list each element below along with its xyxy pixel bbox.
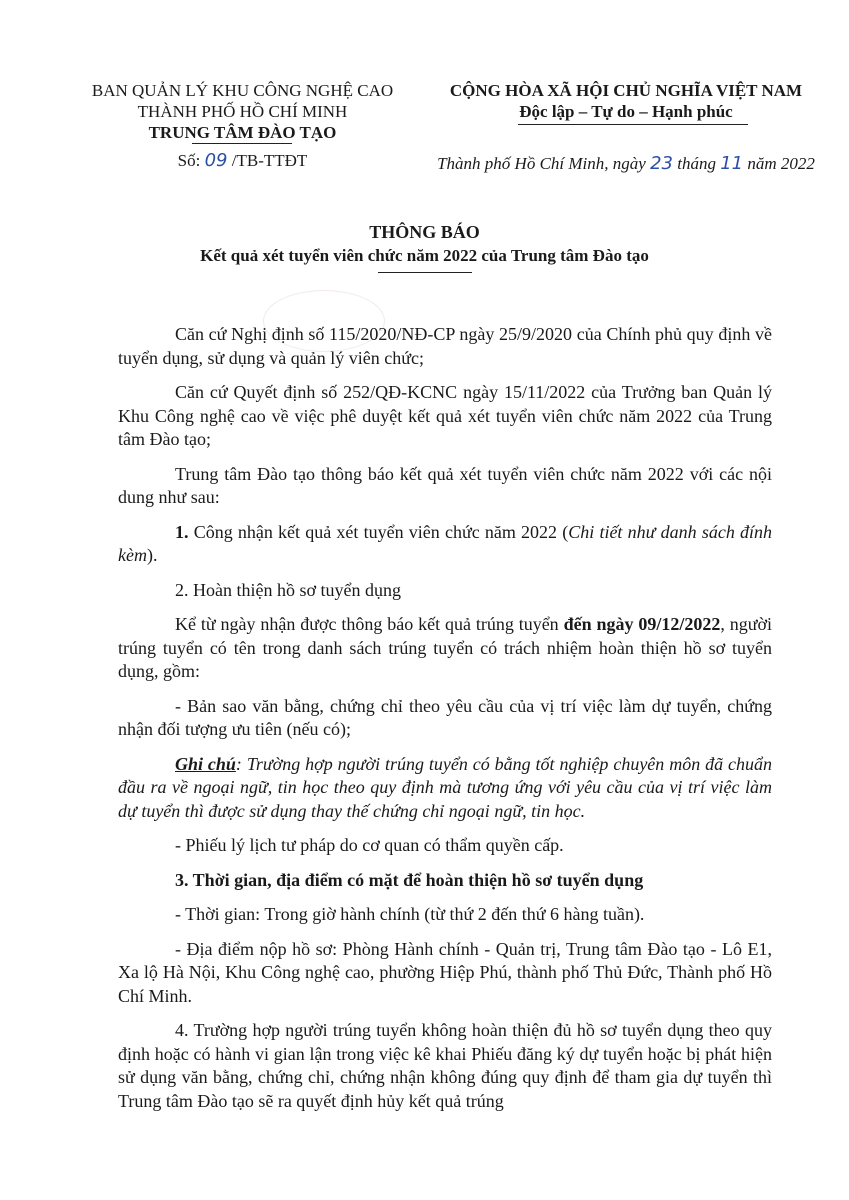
paragraph-legal-basis-1: Căn cứ Nghị định số 115/2020/NĐ-CP ngày 25/9/2020 của Chính phủ quy định về tuyển dụng, sử dụng và quản lý viên chức; (118, 324, 772, 368)
paragraph-copies: - Bản sao văn bằng, chứng chỉ theo yêu cầu của vị trí việc làm dự tuyển, chứng nhận đối tượng ưu tiên (nếu có); (118, 695, 772, 739)
title-underline (378, 272, 472, 273)
deadline-text-a: Kể từ ngày nhận được thông báo kết quả trúng tuyển (175, 614, 564, 634)
item-1-end: ). (146, 545, 158, 565)
paragraph-announcement: Trung tâm Đào tạo thông báo kết quả xét tuyển viên chức năm 2022 với các nội dung như sau: (118, 463, 772, 507)
document-title: THÔNG BÁO (369, 222, 480, 242)
nation-line-1: CỘNG HÒA XÃ HỘI CHỦ NGHĨA VIỆT NAM (449, 81, 803, 100)
document-body (118, 323, 772, 1113)
date-suffix: năm 2022 (747, 154, 815, 173)
deadline-text-b: , người trúng tuyển có tên trong danh sách trúng tuyển có trách nhiệm hoàn thiện hồ sơ tuyển dụng, gồm: (118, 614, 772, 681)
paragraph-item-1 (118, 521, 772, 568)
paragraph-item-3-heading: 3. Thời gian, địa điểm có mặt để hoàn thiện hồ sơ tuyển dụng (175, 869, 644, 890)
paragraph-judicial-record: - Phiếu lý lịch tư pháp do cơ quan có thẩm quyền cấp. (175, 835, 564, 855)
so-suffix: /TB-TTĐT (231, 151, 308, 170)
note-label: Ghi chú (175, 753, 236, 774)
so-number-handwritten: 09 (204, 150, 228, 171)
org-line-2: THÀNH PHỐ HỒ CHÍ MINH (137, 102, 348, 121)
paragraph-legal-basis-2: Căn cứ Quyết định số 252/QĐ-KCNC ngày 15/11/2022 của Trưởng ban Quản lý Khu Công nghệ cao về việc phê duyệt kết quả xét tuyển viên chức năm 2022 của Trung tâm Đào tạo; (118, 382, 772, 449)
org-underline (192, 143, 292, 144)
paragraph-note (118, 753, 772, 824)
item-4-number: 4. (175, 1020, 189, 1040)
org-line-3: TRUNG TÂM ĐÀO TẠO (148, 123, 337, 142)
national-motto (420, 80, 832, 122)
item-1-italic: Chi tiết như danh sách đính kèm (118, 521, 773, 565)
paragraph-location: - Địa điểm nộp hồ sơ: Phòng Hành chính - Quản trị, Trung tâm Đào tạo - Lô E1, Xa lộ Hà Nội, Khu Công nghệ cao, phường Hiệp Phú, thành phố Thủ Đức, Thành phố Hồ Chí Minh. (118, 938, 772, 1006)
document-subtitle: Kết quả xét tuyển viên chức năm 2022 của Trung tâm Đào tạo (200, 246, 649, 265)
item-4-text: Trường hợp người trúng tuyển không hoàn thiện đủ hồ sơ tuyển dụng theo quy định hoặc có hành vi gian lận trong việc kê khai Phiếu đăng ký dự tuyển hoặc bị phát hiện sử dụng văn bằng, chứng chỉ, chứng nhận không đúng quy định để tham gia dự tuyển thì Trung tâm Đào tạo sẽ ra quyết định hủy kết quả trúng (118, 1020, 772, 1111)
motto-underline (518, 124, 748, 125)
paragraph-deadline (118, 613, 772, 684)
paragraph-item-4 (118, 1019, 772, 1113)
date-month-handwritten: 11 (720, 153, 744, 174)
so-prefix: Số: (177, 151, 201, 170)
note-text: : Trường hợp người trúng tuyển có bằng tốt nghiệp chuyên môn đã chuẩn đầu ra về ngoại ngữ, tin học theo quy định mà tương ứng với yêu cầu của vị trí việc làm dự tuyển thì được sử dụng thay thế chứng chỉ ngoại ngữ, tin học. (118, 753, 772, 821)
nation-line-2: Độc lập – Tự do – Hạnh phúc (519, 102, 733, 121)
document-number (60, 150, 425, 171)
date-prefix: Thành phố Hồ Chí Minh, ngày (437, 154, 646, 173)
document-date (420, 153, 832, 174)
deadline-date: đến ngày 09/12/2022 (563, 614, 721, 634)
item-1-text: Công nhận kết quả xét tuyển viên chức năm 2022 ( (188, 521, 569, 542)
issuing-organization (60, 80, 425, 143)
org-line-1: BAN QUẢN LÝ KHU CÔNG NGHỆ CAO (91, 81, 394, 100)
date-day-handwritten: 23 (650, 153, 673, 174)
paragraph-time: - Thời gian: Trong giờ hành chính (từ thứ 2 đến thứ 6 hàng tuần). (175, 904, 645, 924)
item-1-number: 1. (175, 521, 189, 542)
paragraph-item-2-heading: 2. Hoàn thiện hồ sơ tuyển dụng (175, 579, 401, 600)
date-mid: tháng (677, 154, 716, 173)
